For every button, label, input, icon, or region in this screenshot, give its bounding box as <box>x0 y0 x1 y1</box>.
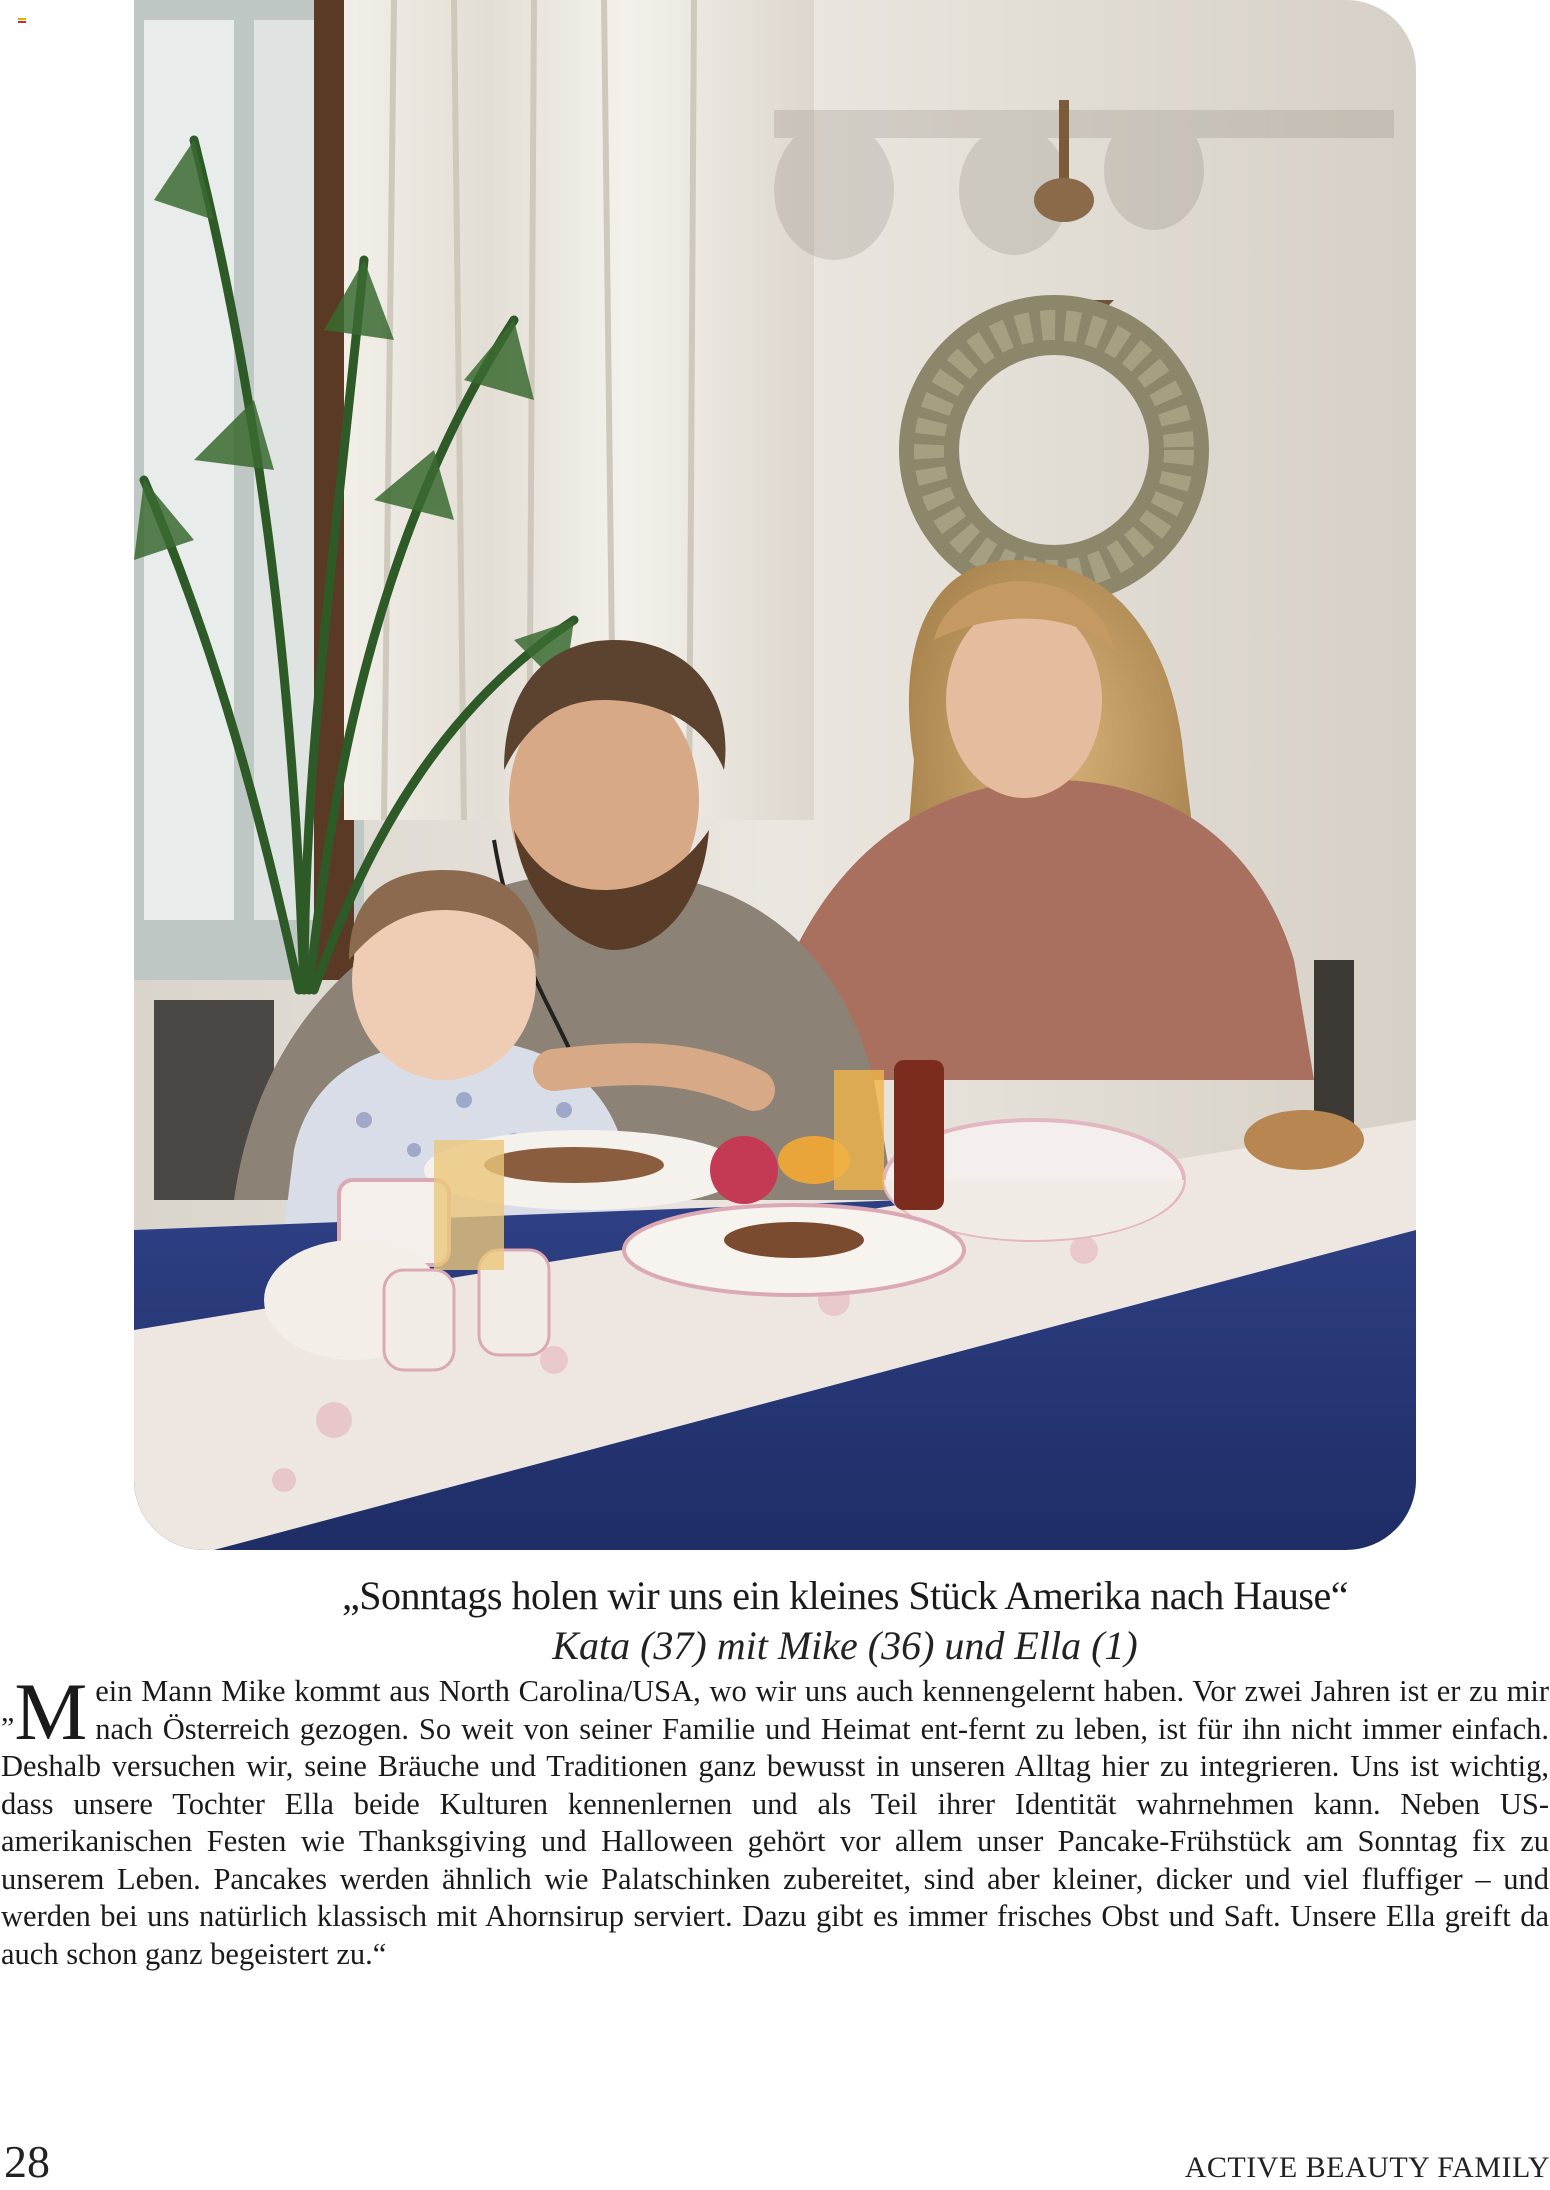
article-subheadline: Kata (37) mit Mike (36) und Ella (1) <box>552 1623 1138 1668</box>
page-number: 28 <box>4 2136 50 2187</box>
drop-cap-letter: M <box>14 1666 88 1757</box>
photo-illustration <box>134 0 1416 1550</box>
drop-cap <box>1 1666 88 1757</box>
article-body <box>1 1666 1549 1973</box>
registration-bar-yellow <box>18 18 26 20</box>
registration-bar-red <box>18 21 26 23</box>
family-breakfast-photo <box>134 0 1416 1550</box>
color-registration-mark <box>18 18 26 23</box>
article-body-text: ein Mann Mike kommt aus North Carolina/USA, wo wir uns auch kennengelernt haben. Vor zwei Jahren ist er zu mir nach Österreich gezogen. So weit von seiner Familie und Heimat ent-fernt zu leben, ist für ihn nicht immer einfach. Deshalb versuchen wir, seine Bräuche und Traditionen ganz bewusst in unseren Alltag hier zu integrieren. Uns ist wichtig, dass unsere Tochter Ella beide Kulturen kennenlernen und als Teil ihrer Identität wahrnehmen kann. Neben US-amerikanischen Festen wie Thanksgiving und Halloween gehört vor allem unser Pancake-Frühstück am Sonntag fix zu unserem Leben. Pancakes werden ähnlich wie Palatschinken zubereitet, sind aber kleiner, dicker und viel fluffiger – und werden bei uns natürlich klassisch mit Ahornsirup serviert. Dazu gibt es immer frisches Obst und Saft. Unsere Ella greift da auch schon ganz begeistert zu.“ <box>1 1674 1549 1971</box>
magazine-name: ACTIVE BEAUTY FAMILY <box>1184 2151 1550 2184</box>
article-headline: „Sonntags holen wir uns ein kleines Stück Amerika nach Hause“ <box>342 1573 1348 1618</box>
drop-cap-quote: „ <box>1 1695 15 1728</box>
